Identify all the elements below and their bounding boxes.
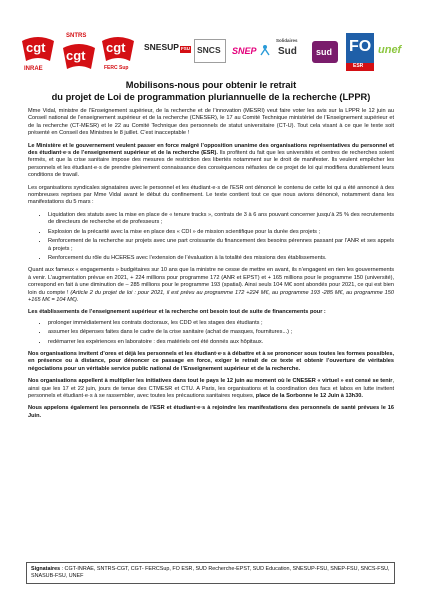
paragraph-5-bold: Les établissements de l’enseignement supérieur et la recherche ont besoin tout de suite de financements pour : <box>28 309 326 316</box>
paragraph-7-rest: , ainsi que les 17 et 22 juin, jours de tenue des CTMESR et CTU. A Paris, les organisations et la coordination des facs et labos en lutte invitent personnels et étudiant·e·s à se rassembler, avec toutes les précautions sanitaires requises, <box>28 378 394 399</box>
sncs-logo <box>194 39 226 65</box>
solidaires-logo <box>276 39 306 69</box>
cgt-ferc-logo <box>100 35 136 75</box>
paragraph-2-rest: Ils profitent du fait que les universités et centres de recherches soient fermés, et que la crise sanitaire impose des mesures de restriction des libertés notamment sur le droit de manifester. Ils veulent empêcher les personnels et les étudiant·e·s de prendre pleinement connaissance des conséquences néfastes de ce projet de loi qui modifiera durablement leurs conditions de travail. <box>28 150 394 179</box>
union-logos <box>20 33 410 75</box>
fo-esr-logo-sub: ESR <box>353 63 364 69</box>
paragraph-7-bold-1: Nos organisations appellent à multiplier les initiatives dans tout le pays le 12 juin au moment où le CNESER « virtuel » est censé se tenir <box>28 378 393 385</box>
unef-logo <box>378 43 410 65</box>
paragraph-appel-sante <box>28 405 394 420</box>
paragraph-invitation-debat <box>28 351 394 373</box>
snesup-logo-sub: FSU <box>181 46 190 51</box>
document-title <box>28 80 394 103</box>
paragraph-4-italic: (Article 2 du projet de loi : pour 2021, il est prévu au programme 172 +224 M€, au programme 193 -285 M€, au programme 150 +165 M€ = 104 M€). <box>28 289 394 303</box>
fo-logo-text: FO <box>349 38 372 55</box>
snesup-logo-text: SNESUP <box>144 42 179 52</box>
paragraph-7-bold-2: place de la Sorbonne le 12 Juin à 13h30. <box>255 393 363 399</box>
paragraph-4-main: Quant aux fameux « engagements » budgétaires sur 10 ans que la ministre ne cesse de mettre en avant, ils n’engagent en rien les gouvernements à venir. L’augmentation prévue en 2021, + 224 millions pour programme 172 (ANR et EPST) et + 165 millions pour le programme 150 (université), correspond en fait à une diminution de – 285 millions pour le programme 193 (spatial). Ainsi seuls 104 M€ sont abondés pour 2021, ce qui est bien loin du compte ! <box>28 267 394 296</box>
list-item: • Renforcement de la recherche sur projets avec une part croissante du financement des besoins pérennes passant par l’ANR et ses appels à projets ; <box>48 238 394 253</box>
paragraph-contenu-loi: Les organisations syndicales signataires avec le personnel et les étudiant·e·s de l’ESR ont dénoncé le contenu de cette loi qui a été annoncé à des nombreuses reprises par Mme Vidal avant le début du confinement. Le texte contient tout ce que nous avions dénoncé, notamment dans les manifestations du 5 mars : <box>28 184 394 206</box>
list-financements <box>28 320 394 346</box>
sntrs-cgt-logo <box>62 33 96 75</box>
signatories-box <box>26 562 395 584</box>
title-line-2: du projet de Loi de programmation pluriannuelle de la recherche (LPPR) <box>51 91 371 102</box>
paragraph-besoins-financements <box>28 309 394 316</box>
list-item: • prolonger immédiatement les contrats doctoraux, les CDD et les stages des étudiants ; <box>48 320 394 327</box>
list-item: • Renforcement du rôle du HCERES avec l’extension de l’évaluation à la totalité des missions des établissements. <box>48 255 394 262</box>
paragraph-engagements-budgetaires <box>28 267 394 304</box>
sncs-logo-text: SNCS <box>197 45 221 55</box>
fo-esr-logo <box>346 33 374 73</box>
paragraph-2-bold: Le Ministère et le gouvernement veulent passer en force malgré l’opposition unanime des organisations représentatives du personnel et des étudiant·e·s de l’enseignement supérieur et de la recherche (ESR). <box>28 142 394 157</box>
unef-logo-text: unef <box>378 44 402 56</box>
cgt-inrae-logo-text: cgt <box>26 40 46 55</box>
list-item: • redémarrer les expériences en laboratoire : des matériels ont été donnés aux hôpitaux. <box>48 339 394 346</box>
list-denonciations <box>28 212 394 262</box>
paragraph-passage-en-force <box>28 143 394 180</box>
sntrs-logo-top: SNTRS <box>66 33 87 39</box>
snesup-logo <box>144 43 188 67</box>
document-body <box>28 108 394 425</box>
cgt-inrae-logo-sub: INRAE <box>24 66 43 72</box>
cgt-inrae-logo <box>20 35 56 73</box>
snep-logo <box>232 41 270 65</box>
paragraph-intro: Mme Vidal, ministre de l’Enseignement supérieur, de la recherche et de l’innovation (MESRI) veut faire voter les avis sur la LPPR le 12 juin au Conseil national de l’enseignement supérieur et de la recherche (CNESER), le 17 au Comité Technique ministériel de l’Enseignement supérieur et de la recherche (CT-MESR) et le 22 au Comité Technique des personnels de statut universitaire (CT-U). Tout cela visant à ce que le texte soit présenté en Conseil des Ministres le 8 juillet. C’est inacceptable ! <box>28 108 394 137</box>
signatories-label: Signataires <box>31 566 61 572</box>
cgt-ferc-logo-text: cgt <box>106 40 126 55</box>
paragraph-appel-initiatives <box>28 378 394 400</box>
sud-recherche-logo-text: sud <box>316 47 333 57</box>
snep-figure-icon <box>259 44 271 56</box>
solidaires-logo-sub: Sud <box>278 46 297 57</box>
title-line-1: Mobilisons-nous pour obtenir le retrait <box>125 80 297 90</box>
paragraph-8-bold: Nous appelons également les personnels de l’ESR et étudiant·e·s à rejoindre les manifestations des personnels de santé prévues le 16 Juin. <box>28 405 394 419</box>
solidaires-logo-text: Solidaires <box>276 38 298 43</box>
cgt-ferc-logo-sub: FERC Sup <box>104 65 129 71</box>
paragraph-6-bold: Nos organisations invitent d’ores et déjà les personnels et les étudiant·e·s à débattre et à se prononcer sous toutes les formes possibles, en présence ou à distance, pour dénoncer ce passage en force, exiger le retrait de ce texte et obtenir l’ouverture de véritables négociations pour un véritable service public national de l’Enseignement supérieur et de la recherche. <box>28 350 394 372</box>
snep-logo-text: SNEP <box>232 46 257 56</box>
list-item: • Explosion de la précarité avec la mise en place des « CDI » de mission scientifique pour la durée des projets ; <box>48 229 394 236</box>
signatories-list: : CGT-INRAE, SNTRS-CGT, CGT- FERCSup, FO ESR, SUD Recherche-EPST, SUD Education, SNESUP-FSU, SNEP-FSU, SNCS-FSU, SNASUB-FSU, UNEF <box>31 566 390 580</box>
sntrs-logo-text: cgt <box>66 48 86 63</box>
list-item: • Liquidation des statuts avec la mise en place de « tenure tracks », contrats de 3 à 6 ans pouvant concerner jusqu’à 25 % des recrutements de directeurs de recherche et de professeurs ; <box>48 212 394 227</box>
sud-recherche-logo <box>310 37 340 69</box>
list-item: • assumer les dépenses faites dans le cadre de la crise sanitaire (achat de masques, fournitures...) ; <box>48 329 394 336</box>
